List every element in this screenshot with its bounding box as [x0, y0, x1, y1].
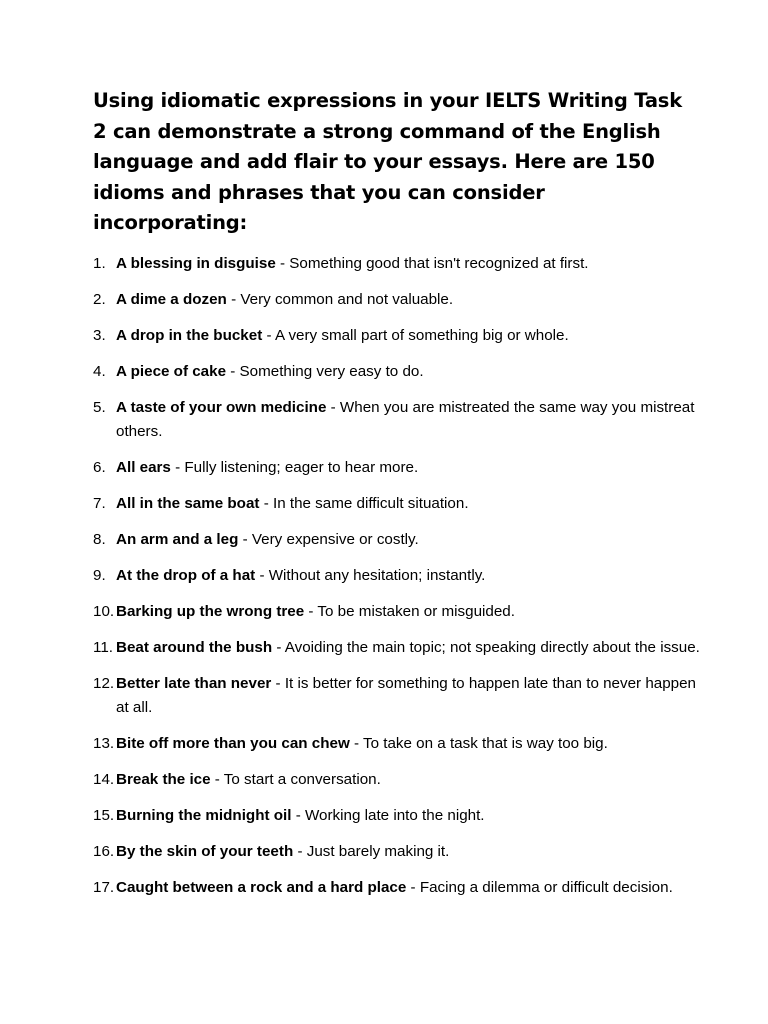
idiom-phrase: Break the ice — [116, 770, 211, 788]
separator: - — [272, 638, 285, 656]
document-page — [93, 86, 700, 912]
idiom-phrase: All in the same boat — [116, 494, 260, 512]
idiom-list — [93, 252, 700, 900]
list-item — [93, 324, 706, 348]
separator: - — [238, 530, 252, 548]
separator: - — [210, 770, 224, 788]
separator: - — [226, 362, 240, 380]
list-item — [93, 768, 706, 792]
idiom-phrase: An arm and a leg — [116, 530, 239, 548]
list-item — [93, 600, 706, 624]
list-item — [93, 528, 706, 552]
item-number: 5. — [93, 398, 106, 416]
idiom-phrase: All ears — [116, 458, 171, 476]
list-item — [93, 804, 706, 828]
item-number: 1. — [93, 254, 106, 272]
idiom-meaning: A very small part of something big or whole. — [274, 326, 569, 344]
idiom-meaning: Facing a dilemma or difficult decision. — [419, 878, 673, 896]
item-number: 6. — [93, 458, 106, 476]
separator: - — [406, 878, 420, 896]
separator: - — [304, 602, 318, 620]
idiom-phrase: By the skin of your teeth — [116, 842, 294, 860]
idiom-meaning: Avoiding the main topic; not speaking directly about the issue. — [284, 638, 700, 656]
idiom-phrase: A drop in the bucket — [116, 326, 263, 344]
idiom-phrase: A piece of cake — [116, 362, 227, 380]
separator: - — [226, 290, 241, 308]
item-number: 10. — [93, 602, 115, 620]
idiom-meaning: Something good that isn't recognized at first. — [289, 254, 589, 272]
list-item — [93, 732, 706, 756]
list-item — [93, 288, 706, 312]
list-item — [93, 636, 706, 660]
separator: - — [291, 806, 305, 824]
item-number: 9. — [93, 566, 106, 584]
idiom-meaning: Without any hesitation; instantly. — [268, 566, 486, 584]
item-number: 8. — [93, 530, 106, 548]
item-number: 2. — [93, 290, 106, 308]
idiom-phrase: Burning the midnight oil — [116, 806, 292, 824]
item-number: 15. — [93, 806, 115, 824]
list-item — [93, 876, 706, 900]
item-number: 3. — [93, 326, 106, 344]
idiom-meaning: Working late into the night. — [304, 806, 485, 824]
list-item — [93, 456, 706, 480]
idiom-meaning: It is better for something to happen late than to never happen at all. — [116, 674, 696, 716]
separator: - — [255, 566, 269, 584]
idiom-meaning: When you are mistreated the same way you mistreat others. — [116, 398, 695, 440]
idiom-meaning: To start a conversation. — [223, 770, 381, 788]
item-number: 12. — [93, 674, 115, 692]
list-item — [93, 840, 706, 864]
separator: - — [170, 458, 185, 476]
idiom-meaning: Fully listening; eager to hear more. — [184, 458, 419, 476]
idiom-meaning: Very common and not valuable. — [240, 290, 454, 308]
item-number: 17. — [93, 878, 115, 896]
list-item — [93, 396, 706, 444]
idiom-phrase: A dime a dozen — [116, 290, 227, 308]
list-item — [93, 252, 706, 276]
separator: - — [262, 326, 275, 344]
separator: - — [293, 842, 307, 860]
idiom-meaning: Something very easy to do. — [239, 362, 424, 380]
idiom-phrase: Caught between a rock and a hard place — [116, 878, 407, 896]
idiom-phrase: At the drop of a hat — [116, 566, 256, 584]
separator: - — [326, 398, 340, 416]
list-item — [93, 564, 706, 588]
idiom-meaning: To take on a task that is way too big. — [363, 734, 608, 752]
idiom-meaning: In the same difficult situation. — [272, 494, 469, 512]
idiom-phrase: Better late than never — [116, 674, 272, 692]
separator: - — [271, 674, 285, 692]
separator: - — [259, 494, 273, 512]
list-item — [93, 360, 706, 384]
separator: - — [349, 734, 363, 752]
item-number: 4. — [93, 362, 106, 380]
idiom-phrase: Barking up the wrong tree — [116, 602, 305, 620]
idiom-meaning: Very expensive or costly. — [251, 530, 419, 548]
idiom-phrase: A taste of your own medicine — [116, 398, 327, 416]
item-number: 11. — [93, 638, 113, 656]
intro-heading: Using idiomatic expressions in your IELTS Writing Task 2 can demonstrate a strong command of the English language and add flair to your essays. Here are 150 idioms and phrases that you can consider incorporating: — [93, 89, 682, 234]
item-number: 13. — [93, 734, 115, 752]
separator: - — [275, 254, 290, 272]
item-number: 14. — [93, 770, 115, 788]
item-number: 16. — [93, 842, 115, 860]
item-number: 7. — [93, 494, 106, 512]
idiom-meaning: To be mistaken or misguided. — [317, 602, 515, 620]
list-item — [93, 672, 706, 720]
idiom-phrase: Bite off more than you can chew — [116, 734, 350, 752]
idiom-meaning: Just barely making it. — [306, 842, 450, 860]
idiom-phrase: Beat around the bush — [116, 638, 273, 656]
list-item — [93, 492, 706, 516]
idiom-phrase: A blessing in disguise — [116, 254, 276, 272]
